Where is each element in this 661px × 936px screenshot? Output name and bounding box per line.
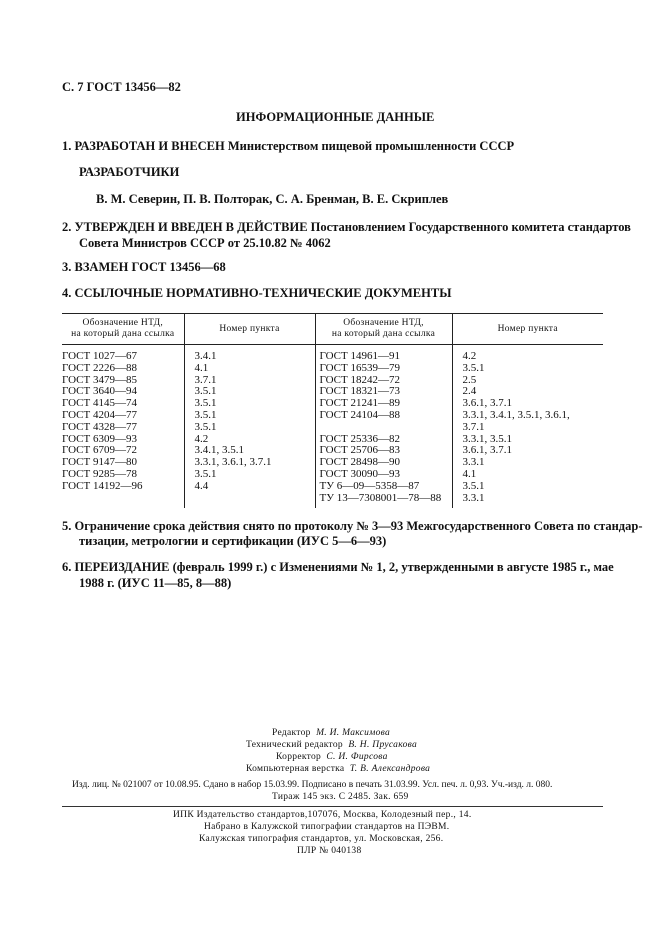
credit-editor: Редактор М. И. Максимова [272, 728, 391, 738]
cell-doc-left: ГОСТ 9285—78 [62, 467, 137, 480]
cell-doc-right: ГОСТ 30090—93 [315, 469, 452, 481]
cell-doc-right [315, 422, 452, 434]
reference-table [62, 313, 603, 508]
table-header-row [62, 314, 603, 345]
cell-doc-right: ГОСТ 25336—82 [315, 434, 452, 446]
cell-item-right: 3.7.1 [452, 422, 603, 434]
cell-item-right: 3.3.1, 3.4.1, 3.5.1, 3.6.1, [452, 410, 603, 422]
cell-item-left [184, 504, 315, 508]
cell-doc-left: ГОСТ 9147—80 [62, 456, 137, 469]
cell-item-right: 2.4 [452, 386, 603, 398]
cell-doc-right [315, 504, 452, 508]
cell-item-right: 2.5 [452, 375, 603, 387]
cell-item-left: 3.5.1 [184, 410, 315, 422]
cell-doc-left: ГОСТ 4328—77 [62, 420, 137, 433]
section-4-heading: 4. ССЫЛОЧНЫЕ НОРМАТИВНО-ТЕХНИЧЕСКИЕ ДОКУМЕНТЫ [62, 286, 452, 300]
credit-tech-editor: Технический редактор В. Н. Прусакова [246, 740, 418, 750]
cell-doc-right: ТУ 6—09—5358—87 [315, 481, 452, 493]
credit-corrector: Корректор С. И. Фирсова [276, 752, 388, 762]
document-title: ИНФОРМАЦИОННЫЕ ДАННЫЕ [236, 110, 435, 124]
cell-item-right: 4.2 [452, 345, 603, 363]
cell-item-left: 3.5.1 [184, 422, 315, 434]
cell-item-right: 3.3.1 [452, 457, 603, 469]
imprint-divider [62, 806, 603, 807]
cell-item-left: 3.5.1 [184, 469, 315, 481]
section-6-line1: 6. ПЕРЕИЗДАНИЕ (февраль 1999 г.) с Изменениями № 1, 2, утвержденными в августе 1985 г., мае [62, 560, 614, 574]
imprint-line2: Тираж 145 экз. С 2485. Зак. 659 [272, 792, 409, 802]
cell-item-right: 3.3.1 [452, 493, 603, 505]
cell-item-left: 3.5.1 [184, 398, 315, 410]
cell-doc-right: ГОСТ 24104—88 [315, 410, 452, 422]
cell-doc-left: ГОСТ 3640—94 [62, 385, 137, 398]
cell-doc-left: ГОСТ 1027—67 [62, 350, 137, 362]
cell-doc-left: ГОСТ 3479—85 [62, 373, 137, 386]
cell-item-left: 3.4.1 [184, 345, 315, 363]
table-row [62, 469, 603, 481]
cell-doc-right: ТУ 13—7308001—78—88 [315, 493, 452, 505]
cell-item-right: 3.6.1, 3.7.1 [452, 445, 603, 457]
publisher-line2: Набрано в Калужской типографии стандартов на ПЭВМ. [204, 822, 450, 832]
cell-doc-right: ГОСТ 18321—73 [315, 386, 452, 398]
cell-doc-left: ГОСТ 14192—96 [62, 479, 143, 492]
developers-heading: РАЗРАБОТЧИКИ [79, 165, 180, 179]
developers-list: В. М. Северин, П. В. Полторак, С. А. Бренман, В. Е. Скриплев [96, 192, 449, 206]
cell-item-left [184, 493, 315, 505]
header-item-right: Номер пункта [452, 314, 603, 345]
cell-doc-left [62, 493, 184, 505]
cell-doc-right: ГОСТ 25706—83 [315, 445, 452, 457]
publisher-line4: ПЛР № 040138 [297, 846, 362, 856]
cell-item-left: 4.4 [184, 481, 315, 493]
table-row [62, 504, 603, 508]
cell-doc-left: ГОСТ 4145—74 [62, 397, 137, 410]
cell-item-right: 3.5.1 [452, 481, 603, 493]
cell-item-left: 3.3.1, 3.6.1, 3.7.1 [184, 457, 315, 469]
table-row [62, 410, 603, 422]
cell-doc-left: ГОСТ 2226—88 [62, 361, 137, 374]
cell-doc-right: ГОСТ 28498—90 [315, 457, 452, 469]
section-5-line1: 5. Ограничение срока действия снято по протоколу № 3—93 Межгосударственного Совета по стандар- [62, 519, 643, 533]
cell-doc-right: ГОСТ 18242—72 [315, 375, 452, 387]
table-row [62, 363, 603, 375]
section-1: 1. РАЗРАБОТАН И ВНЕСЕН Министерством пищевой промышленности СССР [62, 139, 515, 153]
cell-item-left: 4.1 [184, 363, 315, 375]
publisher-line3: Калужская типография стандартов, ул. Московская, 256. [199, 834, 444, 844]
table-row [62, 493, 603, 505]
publisher-line1: ИПК Издательство стандартов,107076, Москва, Колодезный пер., 14. [173, 810, 472, 820]
section-2-line1: 2. УТВЕРЖДЕН И ВВЕДЕН В ДЕЙСТВИЕ Постановлением Государственного комитета стандартов [62, 220, 631, 234]
cell-item-left: 3.4.1, 3.5.1 [184, 445, 315, 457]
header-doc-left: Обозначение НТД, на который дана ссылка [62, 314, 184, 345]
cell-item-left: 3.5.1 [184, 386, 315, 398]
cell-item-right: 3.5.1 [452, 363, 603, 375]
cell-doc-right: ГОСТ 14961—91 [315, 345, 452, 363]
cell-item-left: 4.2 [184, 434, 315, 446]
cell-item-right [452, 504, 603, 508]
cell-doc-left: ГОСТ 6709—72 [62, 444, 137, 457]
section-6-line2: 1988 г. (ИУС 11—85, 8—88) [79, 576, 232, 590]
cell-doc-right: ГОСТ 16539—79 [315, 363, 452, 375]
cell-doc-left [62, 504, 184, 508]
cell-doc-left: ГОСТ 4204—77 [62, 408, 137, 421]
table-row [62, 481, 603, 493]
cell-item-right: 3.3.1, 3.5.1 [452, 434, 603, 446]
cell-doc-left: ГОСТ 6309—93 [62, 432, 137, 445]
imprint-line1: Изд. лиц. № 021007 от 10.08.95. Сдано в набор 15.03.99. Подписано в печать 31.03.99. Усл. печ. л. 0,93. Уч.-изд. л. 080. [72, 780, 553, 790]
table-row [62, 422, 603, 434]
page-header: С. 7 ГОСТ 13456—82 [62, 80, 181, 94]
table-row [62, 345, 603, 363]
cell-item-left: 3.7.1 [184, 375, 315, 387]
cell-item-right: 4.1 [452, 469, 603, 481]
section-2-line2: Совета Министров СССР от 25.10.82 № 4062 [79, 236, 331, 250]
cell-doc-right: ГОСТ 21241—89 [315, 398, 452, 410]
credit-layout: Компьютерная верстка Т. В. Александрова [246, 764, 431, 774]
section-3: 3. ВЗАМЕН ГОСТ 13456—68 [62, 260, 226, 274]
cell-item-right: 3.6.1, 3.7.1 [452, 398, 603, 410]
section-5-line2: тизации, метрологии и сертификации (ИУС 5—6—93) [79, 534, 387, 548]
header-item-left: Номер пункта [184, 314, 315, 345]
header-doc-right: Обозначение НТД, на который дана ссылка [315, 314, 452, 345]
